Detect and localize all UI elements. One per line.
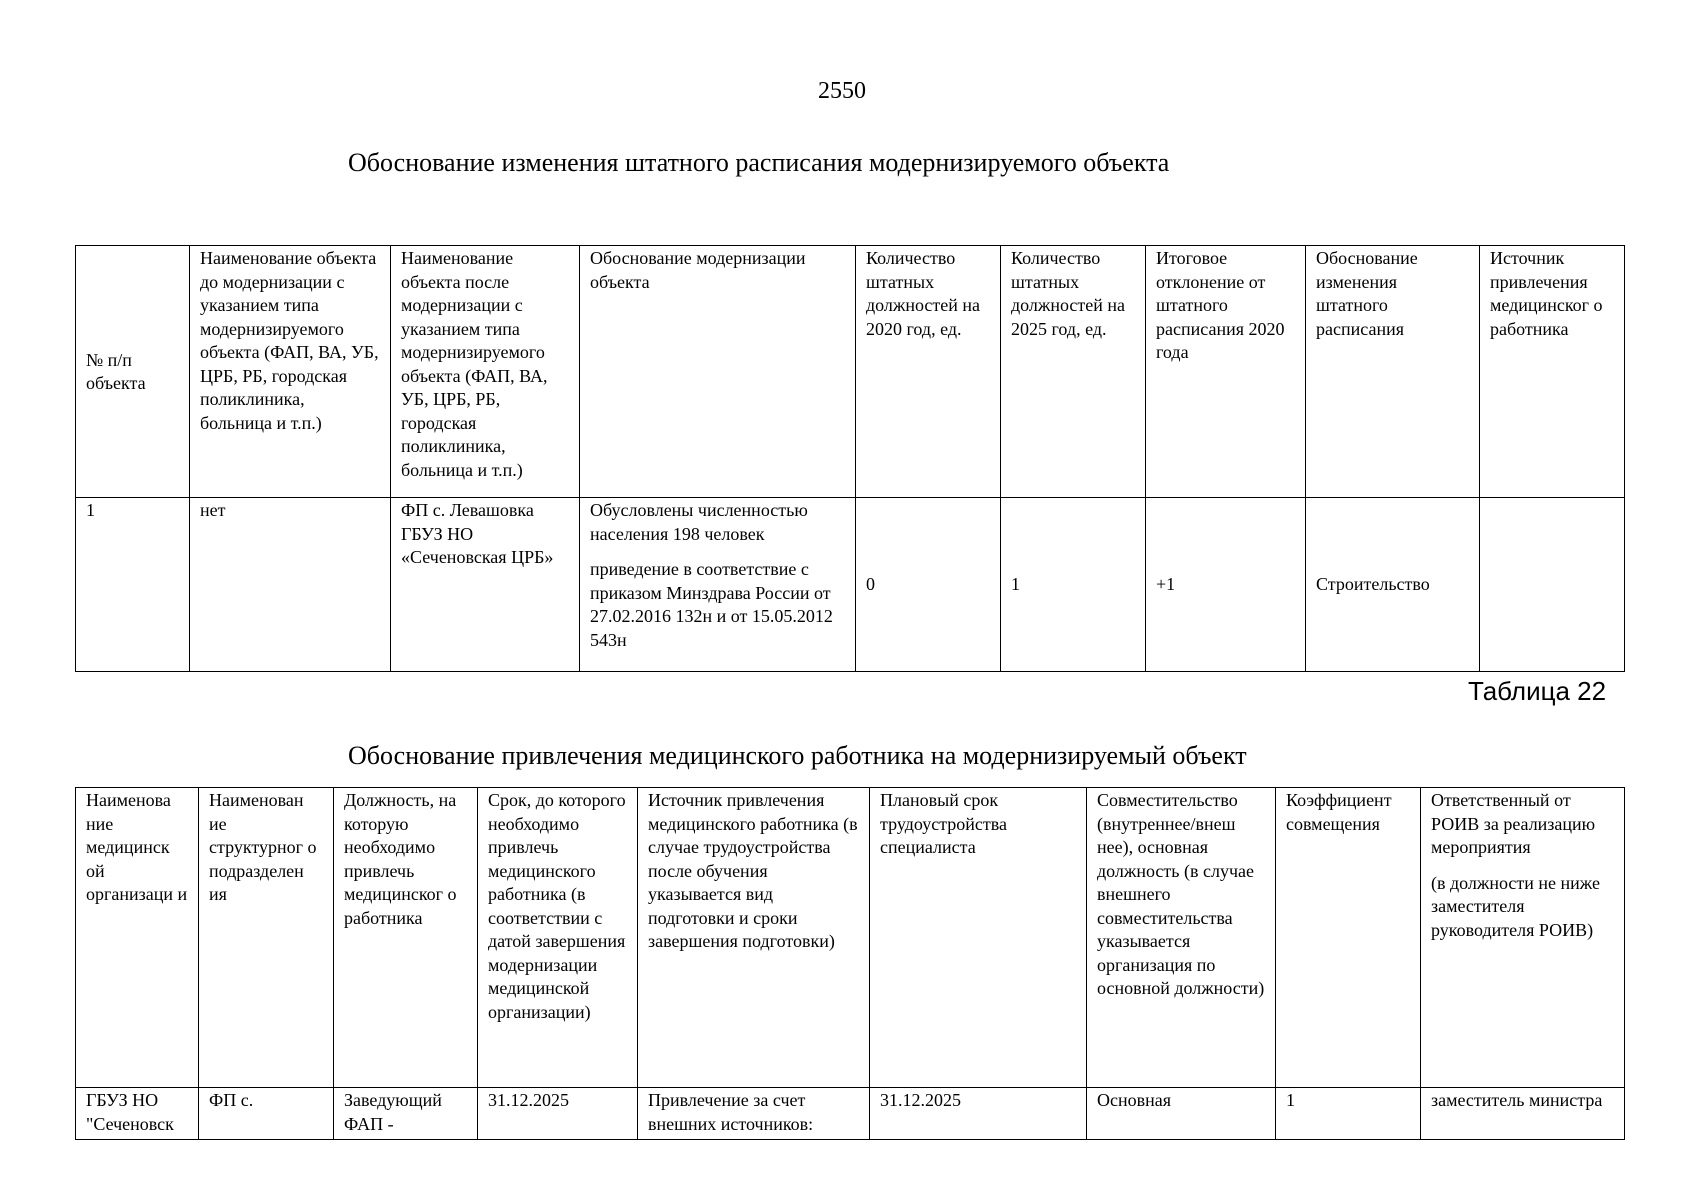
header-cell: Коэффициент совмещения (1276, 788, 1421, 1088)
header-cell: Плановый срок трудоустройства специалиста (870, 788, 1087, 1088)
header-cell: Обоснование изменения штатного расписания (1306, 246, 1480, 498)
header-cell: Наименован ие структурног о подразделен ия (199, 788, 334, 1088)
header-cell: Наименование объекта после модернизации с указанием типа модернизируемого объекта (ФАП, ВА, УБ, ЦРБ, РБ, городская поликлиника, больница и т.п.) (391, 246, 580, 498)
table-caption: Таблица 22 (1468, 676, 1607, 706)
cell-source: Привлечение за счет внешних источников: (638, 1088, 870, 1140)
header-cell: Источник привлечения медицинского работника (в случае трудоустройства после обучения указывается вид подготовки и сроки завершения подготовки) (638, 788, 870, 1088)
table22-title: Обоснование привлечения медицинского работника на модернизируемый объект (348, 741, 1247, 770)
header-cell: № п/п объекта (76, 246, 190, 498)
header-cell: Должность, на которую необходимо привлечь медицинског о работника (334, 788, 478, 1088)
table-header-row (76, 246, 1625, 498)
header-cell: Итоговое отклонение от штатного расписания 2020 года (1146, 246, 1306, 498)
cell-source (1480, 498, 1625, 672)
cell-position: Заведующий ФАП - (334, 1088, 478, 1140)
header-cell: Срок, до которого необходимо привлечь медицинского работника (в соответствии с датой завершения модернизации медицинской организации) (478, 788, 638, 1088)
cell-planned-date: 31.12.2025 (870, 1088, 1087, 1140)
table21-title: Обоснование изменения штатного расписания модернизируемого объекта (348, 148, 1170, 177)
header-cell: Наименование объекта до модернизации с указанием типа модернизируемого объекта (ФАП, ВА, УБ, ЦРБ, РБ, городская поликлиника, больница и т.п.) (190, 246, 391, 498)
cell-object-before: нет (190, 498, 391, 672)
cell-unit: ФП с. (199, 1088, 334, 1140)
header-paragraph: Ответственный от РОИВ за реализацию мероприятия (1431, 790, 1596, 857)
cell-change-reason: Строительство (1306, 498, 1480, 672)
header-cell: Количество штатных должностей на 2020 год, ед. (856, 246, 1001, 498)
table-header-row (76, 788, 1625, 1088)
table-row (76, 1088, 1625, 1140)
header-paragraph: (в должности не ниже заместителя руководителя РОИВ) (1431, 872, 1600, 940)
cell-combination: Основная (1087, 1088, 1276, 1140)
reason-paragraph: Обусловлены численностью населения 198 человек (590, 500, 808, 544)
table-row (76, 498, 1625, 672)
reason-paragraph: приведение в соответствие с приказом Минздрава России от 27.02.2016 132н и от 15.05.2012 543н (590, 559, 833, 650)
staffing-justification-table (75, 245, 1625, 672)
header-cell: Количество штатных должностей на 2025 год, ед. (1001, 246, 1146, 498)
header-cell: Наименова ние медицинск ой организаци и (76, 788, 199, 1088)
cell-deadline: 31.12.2025 (478, 1088, 638, 1140)
cell-count-2020: 0 (856, 498, 1001, 672)
cell-count-2025: 1 (1001, 498, 1146, 672)
medical-worker-table (75, 787, 1625, 1140)
header-cell (1421, 788, 1625, 1088)
cell-organization: ГБУЗ НО "Сеченовск (76, 1088, 199, 1140)
cell-coefficient: 1 (1276, 1088, 1421, 1140)
cell-number: 1 (76, 498, 190, 672)
cell-deviation: +1 (1146, 498, 1306, 672)
cell-modernization-reason (580, 498, 856, 672)
header-cell: Обоснование модернизации объекта (580, 246, 856, 498)
header-cell: Совместительство (внутреннее/внеш нее), основная должность (в случае внешнего совместительства указывается организация по основной должности) (1087, 788, 1276, 1088)
cell-object-after: ФП с. Левашовка ГБУЗ НО «Сеченовская ЦРБ» (391, 498, 580, 672)
cell-responsible: заместитель министра (1421, 1088, 1625, 1140)
header-cell: Источник привлечения медицинског о работника (1480, 246, 1625, 498)
